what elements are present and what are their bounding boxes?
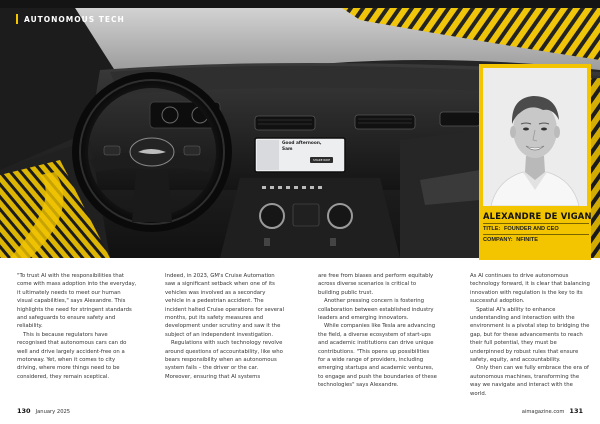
text-column-1 (17, 272, 137, 381)
profile-title-key: TITLE: (483, 225, 501, 232)
section-tag-bar (16, 14, 18, 24)
screen-greeting-line1: Good afternoon, (282, 141, 322, 146)
portrait-photo (483, 68, 587, 206)
footer-right (522, 407, 583, 415)
profile-title-row (483, 223, 589, 232)
section-tag (16, 14, 125, 24)
footer-left (17, 407, 70, 415)
screen-share-button: SHARE RIDE (310, 157, 333, 163)
section-tag-label: AUTONOMOUS TECH (24, 14, 125, 24)
profile-company-key: COMPANY: (483, 236, 513, 243)
screen-greeting-line2: Sam (282, 146, 293, 152)
paragraph: While companies like Tesla are advancing the field, a diverse ecosystem of start-ups and academic institutions can drive unique contributions. "This opens up possibilities for a wide range of providers, including emerging startups and academic ventures, to engage and push the boundaries of these technologies" says Alexandre. (318, 323, 437, 389)
infotainment-screen (282, 141, 342, 169)
paragraph: Indeed, in 2023, GM's Cruise Automation saw a significant setback when one of its vehicles was involved as a secondary vehicle in a pedestrian accident. The incident halted Cruise operations for several months, put its safety measures and development under scrutiny and saw it the subject of an independent investigation. (165, 273, 285, 338)
issue-date: January 2025 (35, 409, 71, 415)
paragraph: are free from biases and perform equitably across diverse scenarios is critical to building public trust. (318, 273, 434, 296)
paragraph: Only then can we fully embrace the era of autonomous machines, transforming the way we navigate and interact with the world. (470, 365, 589, 397)
profile-card (479, 64, 591, 260)
profile-company-row (483, 234, 589, 243)
page-number-left: 130 (17, 407, 31, 415)
page-number-right: 131 (569, 407, 583, 415)
paragraph: "To trust AI with the responsibilities that come with mass adoption into the everyday, it ultimately needs to meet our human visual capabilities," says Alexandre. This highlights the need for stringent standards and safeguards to ensure safety and reliability. (17, 273, 137, 330)
paragraph: As AI continues to drive autonomous technology forward, it is clear that balancing innovation with regulation is the key to its successful adoption. (470, 273, 590, 305)
text-column-2 (165, 272, 285, 381)
paragraph: Another pressing concern is fostering collaboration between established industry leaders and emerging innovators. (318, 298, 434, 322)
profile-name: ALEXANDRE DE VIGAN (483, 211, 592, 221)
site-url: aimagazine.com (521, 409, 565, 415)
text-column-4 (470, 272, 590, 398)
paragraph: This is because regulators have recognised that autonomous cars can do well and drive largely accident-free on a motorway. Yet, when it comes to city driving, where more things need to be considered, they remain sceptical. (17, 331, 127, 380)
portrait-illustration (483, 68, 587, 206)
profile-company-value: NFINITE (516, 236, 538, 243)
paragraph: Regulations with such technology revolve around questions of accountability, like who bears responsibility when an autonomous system fails – the driver or the car. Moreover, ensuring that AI systems (165, 340, 283, 380)
text-column-3 (318, 272, 438, 390)
paragraph: Spatial AI's ability to enhance understanding and interaction with the environment is a pivotal step to bridging the gap, but for these advancements to reach their full potential, they must be underpinned by robust rules that ensure safety, equity, and accountability. (470, 306, 590, 364)
profile-title-value: FOUNDER AND CEO (503, 225, 559, 232)
